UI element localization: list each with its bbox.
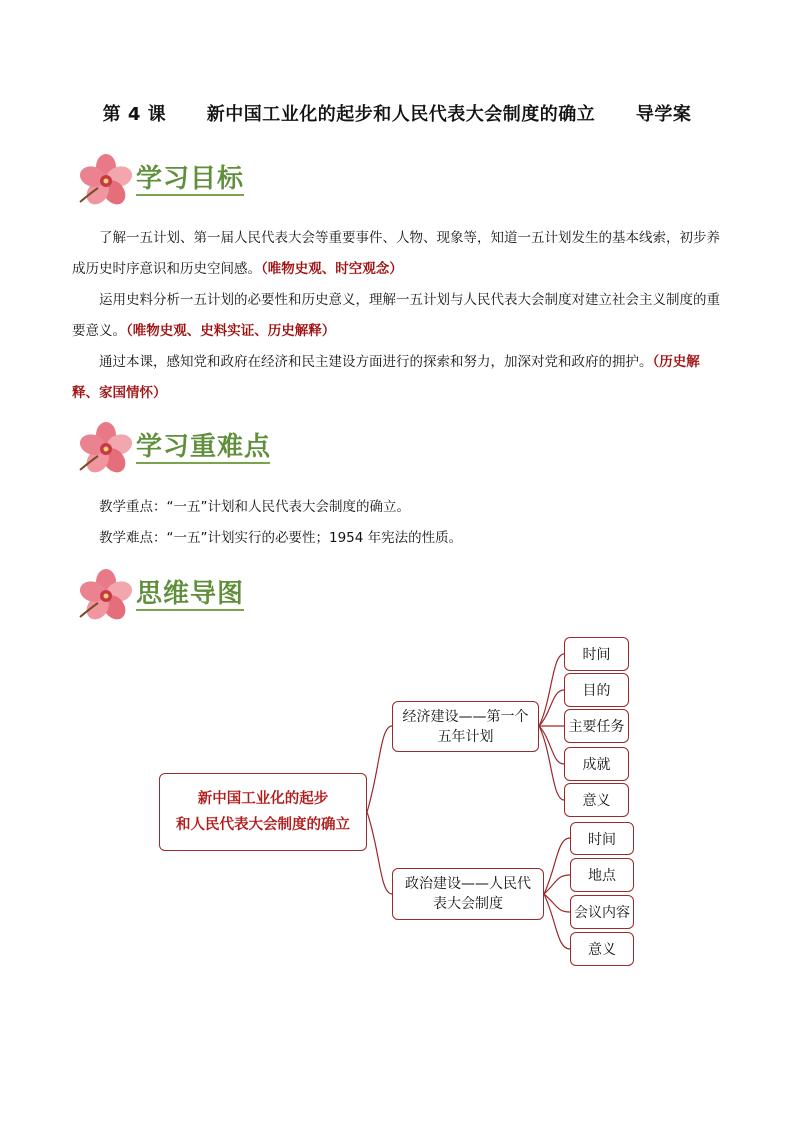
mindmap-leaf-significance: 意义 — [570, 932, 634, 966]
connector — [367, 726, 392, 812]
root-line-1: 新中国工业化的起步 — [197, 791, 329, 807]
goal-paragraph-1: 了解一五计划、第一届人民代表大会等重要事件、人物、现象等，知道一五计划发生的基本线索，初步养成历史时序意识和历史空间感。（唯物史观、时空观念） — [72, 230, 720, 277]
mindmap-leaf-time: 时间 — [564, 637, 629, 671]
connector — [539, 726, 564, 764]
connector — [544, 894, 570, 912]
mindmap-leaf-purpose: 目的 — [564, 673, 629, 707]
mindmap-leaf-main-tasks: 主要任务 — [564, 709, 629, 743]
connector — [539, 654, 564, 726]
mindmap-economic-node: 经济建设——第一个 五年计划 — [392, 701, 539, 752]
goal-paragraph-2: 运用史料分析一五计划的必要性和历史意义，理解一五计划与人民代表大会制度对建立社会主义制度的重要意义。（唯物史观、史料实证、历史解释） — [72, 292, 720, 339]
heading-underline — [136, 462, 270, 464]
mindmap-leaf-significance: 意义 — [564, 783, 629, 817]
connector — [367, 812, 392, 894]
mindmap-root-node — [159, 773, 367, 851]
mindmap-leaf-place: 地点 — [570, 858, 634, 892]
plum-blossom-icon — [76, 420, 134, 476]
section-heading: 学习重难点 — [136, 432, 272, 462]
section-heading: 思维导图 — [136, 579, 245, 609]
mindmap-political-node: 政治建设——人民代 表大会制度 — [392, 868, 544, 920]
connector — [544, 838, 570, 894]
page-title: 第 4 课 新中国工业化的起步和人民代表大会制度的确立 导学案 — [102, 104, 692, 125]
mindmap-leaf-achievements: 成就 — [564, 747, 629, 781]
teaching-focus: 教学重点：“一五”计划和人民代表大会制度的确立。 — [99, 499, 410, 515]
teaching-difficulty: 教学难点：“一五”计划实行的必要性；1954 年宪法的性质。 — [99, 530, 463, 546]
plum-blossom-icon — [76, 152, 134, 208]
heading-underline — [136, 194, 244, 196]
plum-blossom-icon — [76, 567, 134, 623]
connector — [544, 894, 570, 949]
connector — [539, 726, 564, 800]
mindmap-leaf-time: 时间 — [570, 822, 634, 855]
root-line-2: 和人民代表大会制度的确立 — [176, 817, 350, 833]
mindmap-leaf-meeting-content: 会议内容 — [570, 895, 634, 929]
section-heading: 学习目标 — [136, 164, 245, 194]
goal-paragraph-3: 通过本课，感知党和政府在经济和民主建设方面进行的探索和努力，加深对党和政府的拥护。（历史解释、家国情怀） — [72, 354, 700, 401]
connector — [544, 875, 570, 894]
connector — [539, 690, 564, 726]
heading-underline — [136, 609, 244, 611]
